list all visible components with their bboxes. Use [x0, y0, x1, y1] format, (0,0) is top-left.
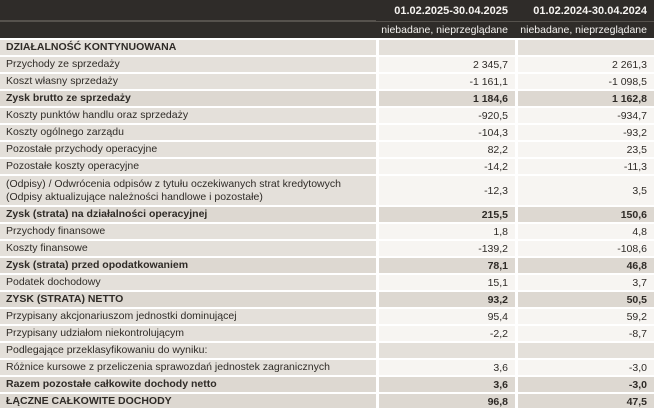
row-label: ZYSK (STRATA) NETTO	[0, 292, 376, 307]
value-2024: 50,5	[518, 292, 654, 307]
value-2025: 96,8	[379, 394, 515, 408]
table-row	[0, 360, 654, 375]
table-row-total	[0, 207, 654, 222]
table-row-total	[0, 91, 654, 106]
value-2025: -104,3	[379, 125, 515, 140]
value-2025: -1 161,1	[379, 74, 515, 89]
value-2024: 4,8	[518, 224, 654, 239]
value-2024: 46,8	[518, 258, 654, 273]
row-label: (Odpisy) / Odwrócenia odpisów z tytułu oczekiwanych strat kredytowych (Odpisy aktualizujące należności handlowe i pozostałe)	[0, 176, 376, 205]
value-2024: 3,5	[518, 176, 654, 205]
value-2024: 3,7	[518, 275, 654, 290]
row-label: Pozostałe przychody operacyjne	[0, 142, 376, 157]
value-2025: 215,5	[379, 207, 515, 222]
table-row-subheader	[0, 343, 654, 358]
row-label: Zysk (strata) na działalności operacyjnej	[0, 207, 376, 222]
row-label: Przychody ze sprzedaży	[0, 57, 376, 72]
value-2025	[379, 343, 515, 358]
value-2024: -93,2	[518, 125, 654, 140]
value-2025: -12,3	[379, 176, 515, 205]
row-label: Pozostałe koszty operacyjne	[0, 159, 376, 174]
header-label-spacer	[0, 0, 376, 21]
value-2024: -934,7	[518, 108, 654, 123]
row-label: Zysk brutto ze sprzedaży	[0, 91, 376, 106]
value-2024: -11,3	[518, 159, 654, 174]
value-2024	[518, 40, 654, 55]
value-2025: 78,1	[379, 258, 515, 273]
value-2024: 150,6	[518, 207, 654, 222]
header-audit-note-2024: niebadane, nieprzeglądane	[518, 22, 654, 38]
value-2025: -2,2	[379, 326, 515, 341]
value-2025: -139,2	[379, 241, 515, 256]
value-2025: 93,2	[379, 292, 515, 307]
value-2024: -108,6	[518, 241, 654, 256]
table-row	[0, 125, 654, 140]
row-label: Razem pozostałe całkowite dochody netto	[0, 377, 376, 392]
table-header	[0, 0, 654, 38]
value-2024: -1 098,5	[518, 74, 654, 89]
value-2025: 3,6	[379, 360, 515, 375]
value-2024	[518, 343, 654, 358]
row-label: Koszty finansowe	[0, 241, 376, 256]
header-audit-row	[0, 22, 654, 38]
value-2025: -920,5	[379, 108, 515, 123]
row-label: DZIAŁALNOŚĆ KONTYNUOWANA	[0, 40, 376, 55]
row-label: Różnice kursowe z przeliczenia sprawozdań jednostek zagranicznych	[0, 360, 376, 375]
value-2025: 2 345,7	[379, 57, 515, 72]
table-row-total	[0, 377, 654, 392]
row-label: Koszty ogólnego zarządu	[0, 125, 376, 140]
header-audit-note-2025: niebadane, nieprzeglądane	[379, 22, 515, 38]
value-2024: 23,5	[518, 142, 654, 157]
value-2025	[379, 40, 515, 55]
value-2025: 1,8	[379, 224, 515, 239]
header-label-spacer	[0, 22, 376, 38]
row-label: Przypisany udziałom niekontrolującym	[0, 326, 376, 341]
row-label: Przypisany akcjonariuszom jednostki dominującej	[0, 309, 376, 324]
table-body	[0, 40, 654, 408]
row-label: ŁĄCZNE CAŁKOWITE DOCHODY	[0, 394, 376, 408]
table-row	[0, 241, 654, 256]
header-period-2025: 01.02.2025-30.04.2025	[379, 0, 515, 21]
table-row	[0, 309, 654, 324]
table-row	[0, 275, 654, 290]
header-period-2024: 01.02.2024-30.04.2024	[518, 0, 654, 21]
row-label: Koszty punktów handlu oraz sprzedaży	[0, 108, 376, 123]
table-row	[0, 57, 654, 72]
row-label: Zysk (strata) przed opodatkowaniem	[0, 258, 376, 273]
table-row	[0, 159, 654, 174]
table-row-total	[0, 292, 654, 307]
value-2024: -8,7	[518, 326, 654, 341]
table-row-total	[0, 258, 654, 273]
value-2024: -3,0	[518, 360, 654, 375]
value-2025: 95,4	[379, 309, 515, 324]
table-row	[0, 108, 654, 123]
table-row-section	[0, 40, 654, 55]
table-row	[0, 326, 654, 341]
row-label: Podatek dochodowy	[0, 275, 376, 290]
value-2024: 2 261,3	[518, 57, 654, 72]
value-2025: 1 184,6	[379, 91, 515, 106]
value-2025: 82,2	[379, 142, 515, 157]
table-row	[0, 74, 654, 89]
table-row	[0, 176, 654, 205]
table-row	[0, 142, 654, 157]
row-label: Podlegające przeklasyfikowaniu do wyniku:	[0, 343, 376, 358]
value-2024: 59,2	[518, 309, 654, 324]
value-2024: -3,0	[518, 377, 654, 392]
header-period-row	[0, 0, 654, 22]
value-2024: 47,5	[518, 394, 654, 408]
value-2024: 1 162,8	[518, 91, 654, 106]
table-row	[0, 224, 654, 239]
value-2025: -14,2	[379, 159, 515, 174]
value-2025: 15,1	[379, 275, 515, 290]
value-2025: 3,6	[379, 377, 515, 392]
row-label: Przychody finansowe	[0, 224, 376, 239]
table-row-total	[0, 394, 654, 408]
row-label: Koszt własny sprzedaży	[0, 74, 376, 89]
